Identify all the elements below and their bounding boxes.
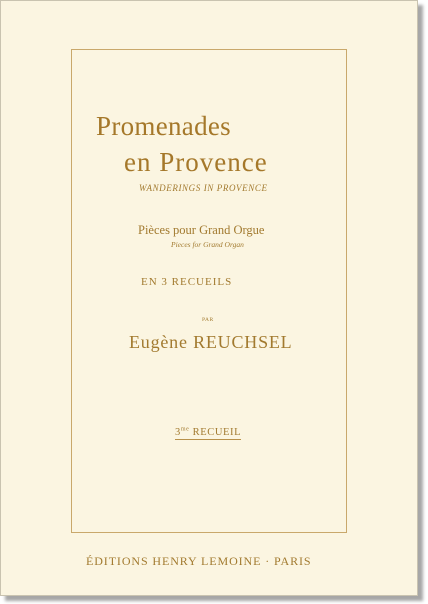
publisher-imprint: ÉDITIONS HENRY LEMOINE · PARIS (86, 554, 312, 568)
composer-name: Eugène REUCHSEL (129, 332, 293, 352)
volume-suffix: me (180, 426, 190, 433)
title-line-2: en Provence (124, 147, 268, 177)
pieces-description-en: Pieces for Grand Organ (171, 240, 244, 249)
volume-label (175, 427, 241, 440)
volumes-count: EN 3 RECUEILS (141, 276, 233, 288)
pieces-description-fr: Pièces pour Grand Orgue (138, 223, 265, 237)
english-subtitle: WANDERINGS IN PROVENCE (139, 183, 268, 193)
volume-number: 3 (175, 427, 181, 438)
title-line-1: Promenades (96, 111, 231, 141)
by-label: PAR (202, 317, 214, 323)
volume-word: RECUEIL (192, 427, 242, 438)
